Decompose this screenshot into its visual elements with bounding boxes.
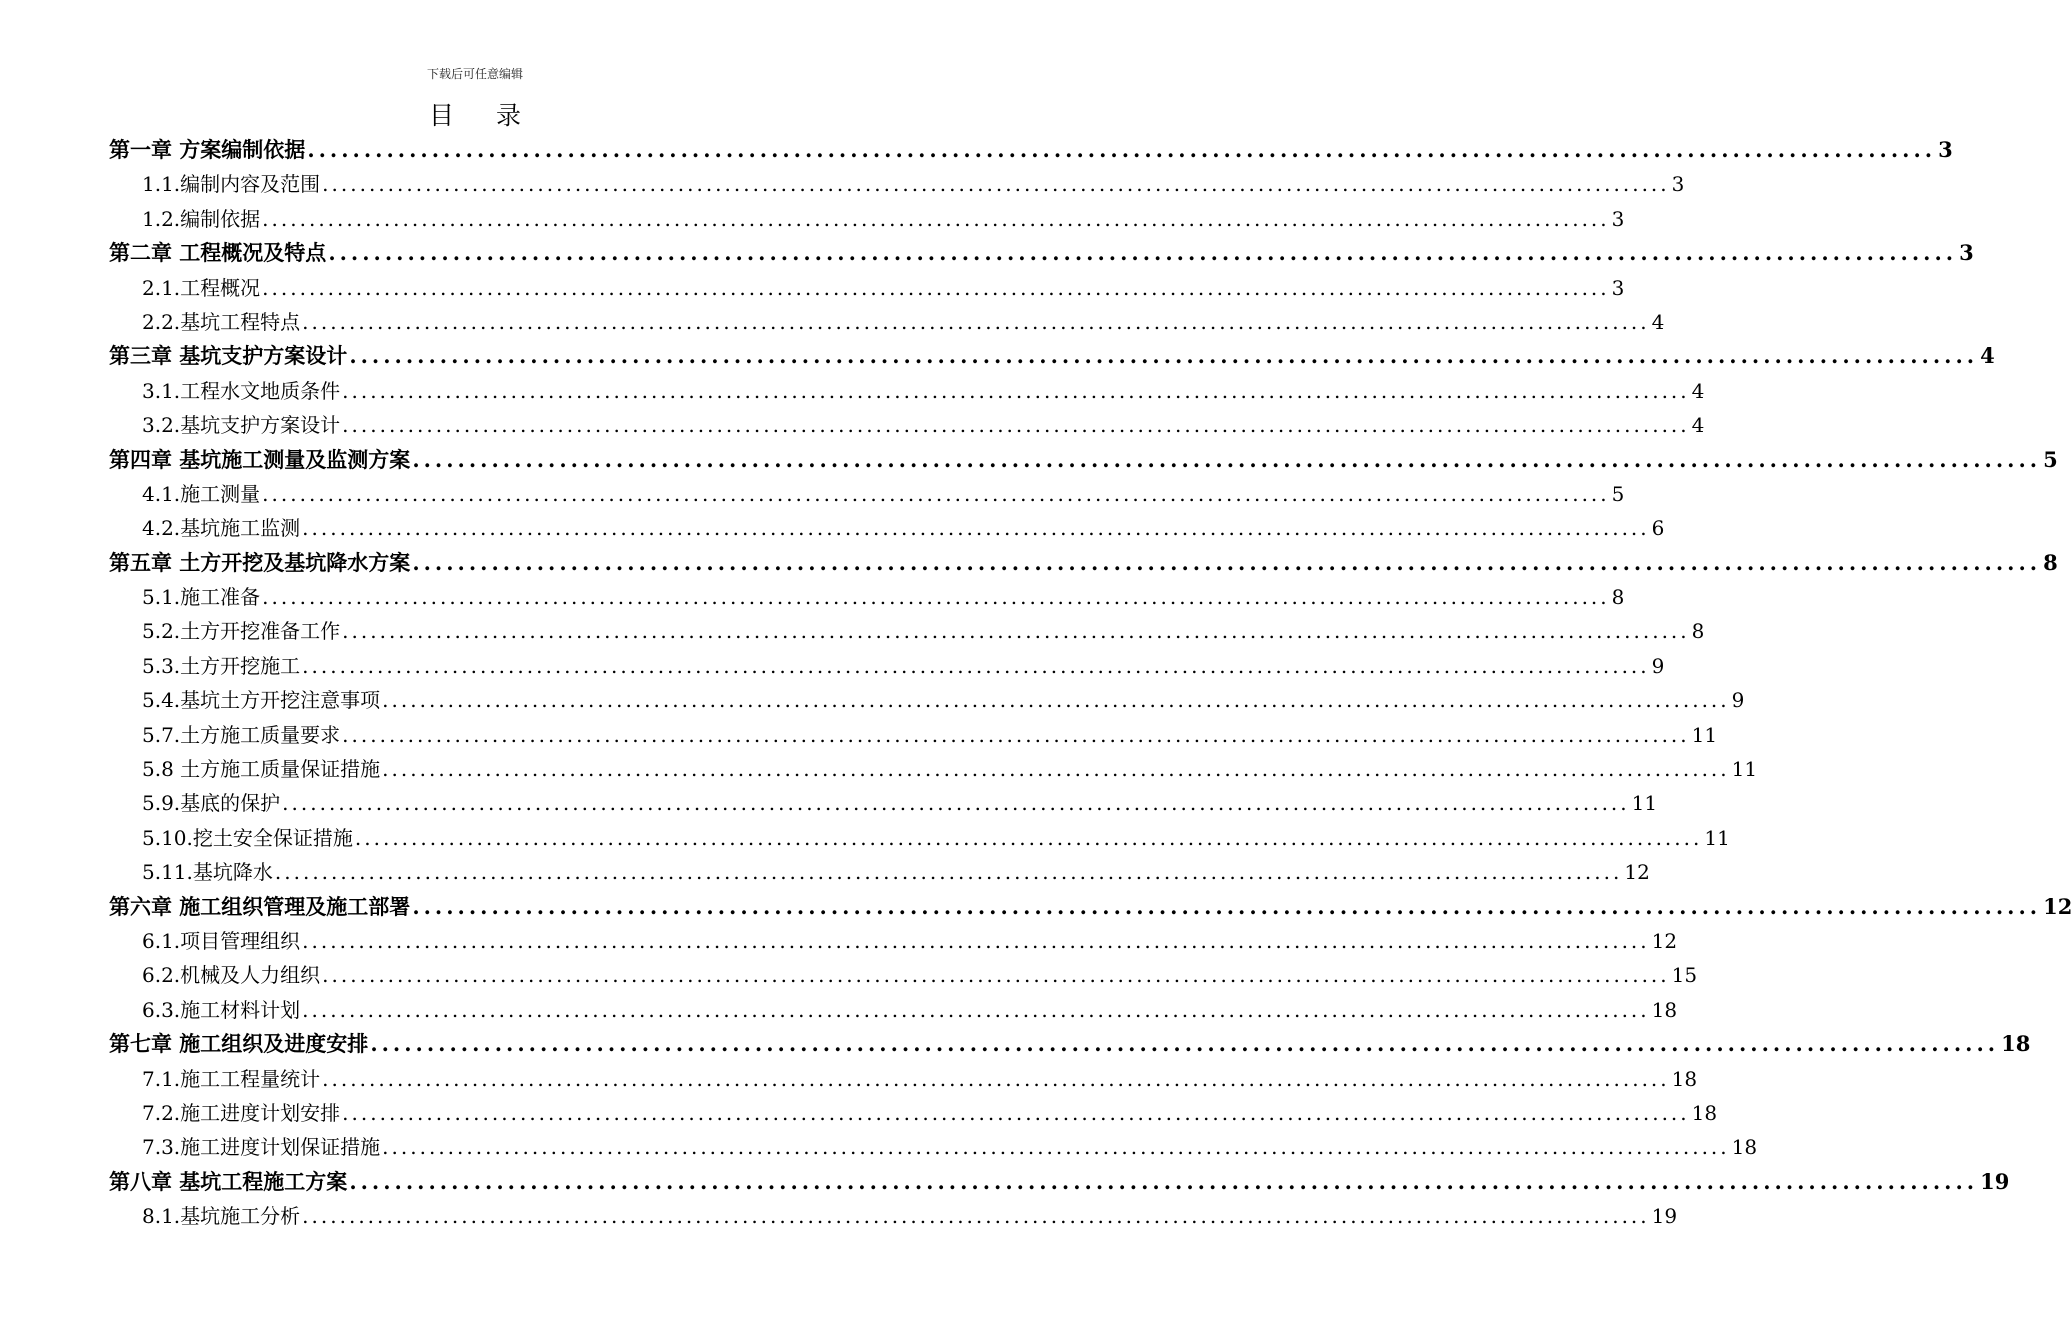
toc-chapter-entry[interactable] [109, 443, 2058, 477]
toc-entry-title: 第五章 土方开挖及基坑降水方案 [109, 549, 411, 575]
toc-entry-page: 12 [1624, 860, 1650, 885]
toc-entry-page: 3 [1938, 137, 1953, 162]
dot-leader: ................................................................................................................................................ [342, 378, 1690, 403]
toc-entry-page: 4 [1691, 413, 1705, 438]
dot-leader: ................................................................................................................................................ [322, 172, 1670, 197]
toc-entry-page: 18 [2001, 1031, 2031, 1057]
toc-entry-title: 3.1.工程水文地质条件 [142, 378, 341, 403]
dot-leader: ................................................................................................................................................ [262, 585, 1610, 610]
dot-leader: ................................................................................................................................................ [302, 516, 1650, 541]
toc-entry-title: 7.2.施工进度计划安排 [142, 1100, 341, 1125]
toc-entry-page: 11 [1631, 791, 1658, 816]
toc-entry-page: 19 [1651, 1204, 1678, 1229]
toc-entry-page: 11 [1704, 825, 1730, 850]
dot-leader: ................................................................................................................................................ [382, 1135, 1730, 1160]
toc-entry-page: 3 [1611, 275, 1625, 300]
toc-entry-page: 12 [1651, 928, 1678, 953]
toc-section-entry[interactable] [109, 374, 1705, 408]
dot-leader: ................................................................................................................................................ [342, 619, 1690, 644]
toc-entry-title: 第六章 施工组织管理及施工部署 [109, 893, 411, 919]
toc-entry-page: 18 [1691, 1100, 1718, 1125]
toc-entry-page: 12 [2043, 893, 2072, 919]
toc-chapter-entry[interactable] [109, 339, 1995, 373]
toc-entry-page: 8 [2043, 549, 2058, 575]
toc-entry-page: 18 [1731, 1135, 1758, 1160]
dot-leader: ................................................................................................................................................ [328, 240, 1958, 266]
toc-entry-page: 8 [1691, 619, 1705, 644]
toc-entry-title: 1.2.编制依据 [142, 206, 261, 231]
dot-leader: ................................................................................................................................................ [412, 446, 2042, 472]
toc-entry-page: 5 [1611, 481, 1625, 506]
toc-section-entry[interactable] [109, 786, 1658, 820]
toc-entry-page: 11 [1731, 757, 1758, 782]
toc-entry-title: 5.7.土方施工质量要求 [142, 722, 341, 747]
toc-chapter-entry[interactable] [109, 133, 1953, 167]
dot-leader: ................................................................................................................................................ [274, 860, 1623, 885]
toc-entry-page: 18 [1671, 1066, 1698, 1091]
toc-entry-page: 5 [2043, 446, 2058, 472]
toc-section-entry[interactable] [109, 649, 1665, 683]
toc-entry-title: 5.8 土方施工质量保证措施 [142, 757, 381, 782]
toc-entry-title: 第八章 基坑工程施工方案 [109, 1168, 348, 1194]
toc-entry-title: 5.11.基坑降水 [142, 860, 273, 885]
toc-section-entry[interactable] [109, 202, 1625, 236]
toc-title: 目录 [428, 101, 563, 130]
dot-leader: ................................................................................................................................................ [354, 825, 1703, 850]
toc-section-entry[interactable] [109, 614, 1705, 648]
toc-entry-title: 5.4.基坑土方开挖注意事项 [142, 688, 381, 713]
toc-section-entry[interactable] [109, 718, 1718, 752]
toc-entry-title: 2.2.基坑工程特点 [142, 309, 301, 334]
toc-entry-page: 3 [1611, 206, 1625, 231]
toc-entry-title: 6.1.项目管理组织 [142, 928, 301, 953]
toc-entry-title: 5.9.基底的保护 [142, 791, 281, 816]
toc-entry-page: 8 [1611, 585, 1625, 610]
toc-entry-title: 第二章 工程概况及特点 [109, 240, 327, 266]
toc-section-entry[interactable] [109, 1096, 1718, 1130]
toc-entry-page: 4 [1651, 309, 1665, 334]
toc-section-entry[interactable] [109, 855, 1650, 889]
dot-leader: ................................................................................................................................................ [370, 1031, 2000, 1057]
toc-entry-title: 4.2.基坑施工监测 [142, 516, 301, 541]
toc-entry-page: 19 [1980, 1168, 2010, 1194]
toc-entry-title: 5.2.土方开挖准备工作 [142, 619, 341, 644]
toc-section-entry[interactable] [109, 683, 1745, 717]
dot-leader: ................................................................................................................................................ [382, 688, 1730, 713]
toc-chapter-entry[interactable] [109, 546, 2058, 580]
dot-leader: ................................................................................................................................................ [349, 1168, 1979, 1194]
table-of-contents [109, 133, 2072, 1234]
toc-entry-title: 3.2.基坑支护方案设计 [142, 413, 341, 438]
dot-leader: ................................................................................................................................................ [322, 1066, 1670, 1091]
dot-leader: ................................................................................................................................................ [282, 791, 1630, 816]
toc-chapter-entry[interactable] [109, 890, 2072, 924]
toc-entry-title: 5.10.挖土安全保证措施 [142, 825, 353, 850]
toc-entry-title: 第三章 基坑支护方案设计 [109, 343, 348, 369]
toc-section-entry[interactable] [109, 958, 1698, 992]
dot-leader: ................................................................................................................................................ [302, 309, 1650, 334]
toc-section-entry[interactable] [109, 477, 1625, 511]
toc-entry-page: 3 [1959, 240, 1974, 266]
toc-section-entry[interactable] [109, 271, 1625, 305]
toc-entry-title: 1.1.编制内容及范围 [142, 172, 321, 197]
dot-leader: ................................................................................................................................................ [342, 413, 1690, 438]
toc-entry-title: 第四章 基坑施工测量及监测方案 [109, 446, 411, 472]
dot-leader: ................................................................................................................................................ [349, 343, 1979, 369]
dot-leader: ................................................................................................................................................ [302, 1204, 1650, 1229]
dot-leader: ................................................................................................................................................ [302, 997, 1650, 1022]
toc-section-entry[interactable] [109, 821, 1730, 855]
dot-leader: ................................................................................................................................................ [342, 1100, 1690, 1125]
toc-entry-title: 第七章 施工组织及进度安排 [109, 1031, 369, 1057]
toc-section-entry[interactable] [109, 408, 1705, 442]
toc-entry-title: 4.1.施工测量 [142, 481, 261, 506]
toc-entry-title: 8.1.基坑施工分析 [142, 1204, 301, 1229]
dot-leader: ................................................................................................................................................ [307, 137, 1937, 162]
toc-entry-page: 9 [1651, 653, 1665, 678]
dot-leader: ................................................................................................................................................ [412, 549, 2042, 575]
toc-entry-page: 18 [1651, 997, 1678, 1022]
toc-entry-title: 6.3.施工材料计划 [142, 997, 301, 1022]
toc-section-entry[interactable] [109, 305, 1665, 339]
toc-section-entry[interactable] [109, 1062, 1698, 1096]
dot-leader: ................................................................................................................................................ [382, 757, 1730, 782]
toc-section-entry[interactable] [109, 167, 1685, 201]
dot-leader: ................................................................................................................................................ [262, 481, 1610, 506]
toc-entry-page: 3 [1671, 172, 1685, 197]
dot-leader: ................................................................................................................................................ [262, 206, 1610, 231]
toc-section-entry[interactable] [109, 993, 1678, 1027]
toc-entry-page: 15 [1671, 963, 1698, 988]
dot-leader: ................................................................................................................................................ [412, 893, 2042, 919]
dot-leader: ................................................................................................................................................ [342, 722, 1690, 747]
toc-section-entry[interactable] [109, 924, 1678, 958]
toc-entry-page: 4 [1691, 378, 1705, 403]
dot-leader: ................................................................................................................................................ [302, 928, 1650, 953]
toc-entry-title: 5.3.土方开挖施工 [142, 653, 301, 678]
toc-entry-page: 11 [1691, 722, 1718, 747]
toc-section-entry[interactable] [109, 1199, 1678, 1233]
toc-entry-title: 2.1.工程概况 [142, 275, 261, 300]
dot-leader: ................................................................................................................................................ [322, 963, 1670, 988]
toc-section-entry[interactable] [109, 580, 1625, 614]
toc-entry-page: 4 [1980, 343, 1995, 369]
toc-entry-page: 6 [1651, 516, 1665, 541]
dot-leader: ................................................................................................................................................ [302, 653, 1650, 678]
toc-entry-title: 7.1.施工工程量统计 [142, 1066, 321, 1091]
header-note: 下载后可任意编辑 [426, 67, 523, 81]
toc-entry-title: 5.1.施工准备 [142, 585, 261, 610]
toc-chapter-entry[interactable] [109, 236, 1974, 270]
toc-section-entry[interactable] [109, 511, 1665, 545]
toc-chapter-entry[interactable] [109, 1027, 2031, 1061]
toc-chapter-entry[interactable] [109, 1165, 2010, 1199]
toc-entry-page: 9 [1731, 688, 1745, 713]
dot-leader: ................................................................................................................................................ [262, 275, 1610, 300]
toc-entry-title: 6.2.机械及人力组织 [142, 963, 321, 988]
toc-entry-title: 第一章 方案编制依据 [109, 137, 306, 162]
toc-section-entry[interactable] [109, 752, 1758, 786]
toc-entry-title: 7.3.施工进度计划保证措施 [142, 1135, 381, 1160]
toc-section-entry[interactable] [109, 1130, 1758, 1164]
